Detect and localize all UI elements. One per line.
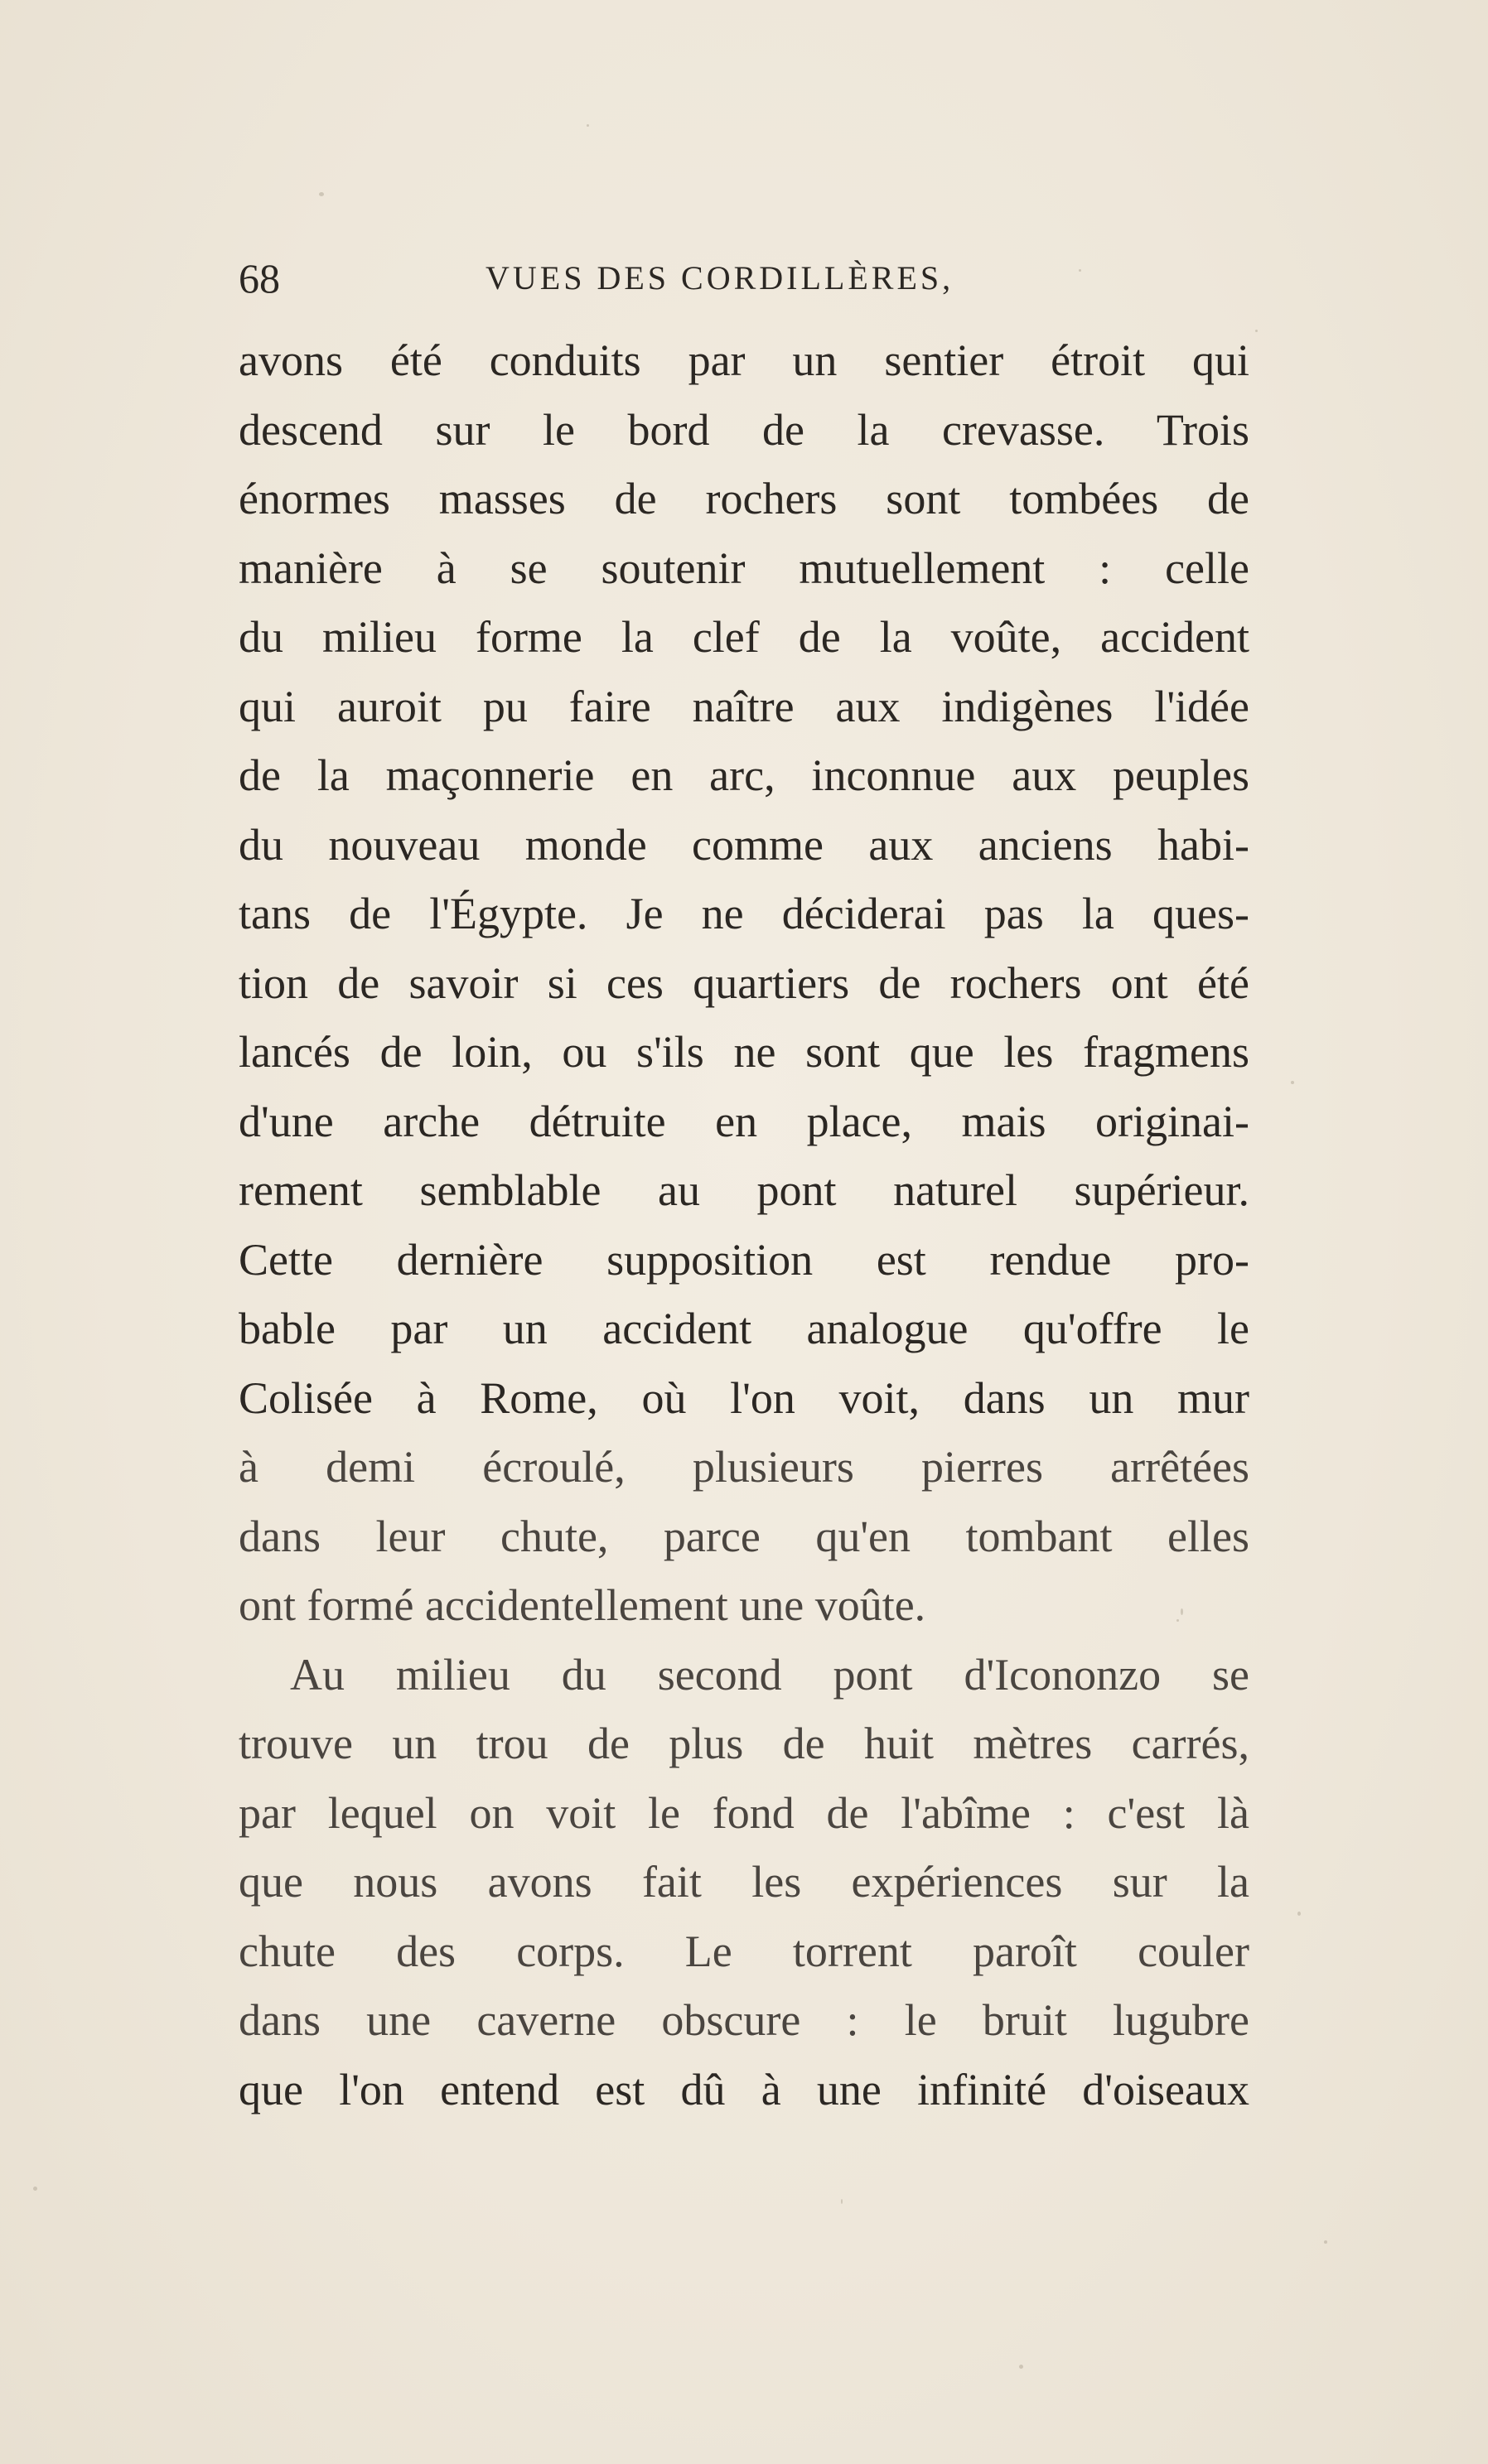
- text-line: que l'on entend est dû à une infinité d'oiseaux: [239, 2064, 1249, 2114]
- page-header: [239, 248, 1249, 308]
- text-line: qui auroit pu faire naître aux indigènes l'idée: [239, 681, 1249, 731]
- text-line: à demi écroulé, plusieurs pierres arrêtées: [239, 1442, 1249, 1492]
- text-line: du milieu forme la clef de la voûte, accident: [239, 612, 1249, 662]
- text-line: manière à se soutenir mutuellement : celle: [239, 542, 1249, 593]
- text-line: avons été conduits par un sentier étroit qui: [239, 335, 1249, 385]
- paper-speck: [1291, 1081, 1294, 1084]
- text-line: Colisée à Rome, où l'on voit, dans un mur: [239, 1372, 1249, 1423]
- paper-speck: [33, 2187, 37, 2191]
- text-line: descend sur le bord de la crevasse. Trois: [239, 404, 1249, 455]
- text-line: du nouveau monde comme aux anciens habi-: [239, 819, 1249, 870]
- paper-speck: [587, 124, 589, 127]
- text-line: bable par un accident analogue qu'offre le: [239, 1304, 1249, 1353]
- paper-speck: [1255, 330, 1258, 332]
- text-line: par lequel on voit le fond de l'abîme : c'est là: [239, 1787, 1249, 1838]
- text-line: chute des corps. Le torrent paroît couler: [239, 1926, 1249, 1976]
- text-line: rement semblable au pont naturel supérieur.: [239, 1165, 1249, 1215]
- text-line: Cette dernière supposition est rendue pro-: [239, 1234, 1249, 1285]
- paragraph-end-line: ont formé accidentellement une voûte.: [239, 1580, 926, 1630]
- page-number: 68: [239, 255, 280, 301]
- paper-speck: [1324, 2240, 1327, 2244]
- text-line: dans une caverne obscure : le bruit lugubre: [239, 1995, 1249, 2045]
- text-line: que nous avons fait les expériences sur la: [239, 1857, 1249, 1907]
- text-line: tans de l'Égypte. Je ne déciderai pas la ques-: [239, 889, 1249, 938]
- paragraph-start-line: Au milieu du second pont d'Icononzo se: [290, 1649, 1249, 1700]
- text-line: trouve un trou de plus de huit mètres carrés,: [239, 1719, 1249, 1768]
- paper-speck: [1297, 1912, 1301, 1916]
- text-line: énormes masses de rochers sont tombées de: [239, 474, 1249, 523]
- paper-speck: [1019, 2365, 1023, 2369]
- body-text: [239, 326, 1249, 2124]
- paper-speck: [319, 192, 324, 196]
- text-line: lancés de loin, ou s'ils ne sont que les fragmens: [239, 1027, 1249, 1077]
- text-line: d'une arche détruite en place, mais originai-: [239, 1096, 1249, 1146]
- text-line: dans leur chute, parce qu'en tombant elles: [239, 1511, 1249, 1561]
- text-line: tion de savoir si ces quartiers de rochers ont été: [239, 957, 1249, 1008]
- text-line: de la maçonnerie en arc, inconnue aux peuples: [239, 750, 1249, 800]
- paper-speck: [841, 2199, 843, 2204]
- running-head: VUES DES CORDILLÈRES,: [486, 259, 954, 297]
